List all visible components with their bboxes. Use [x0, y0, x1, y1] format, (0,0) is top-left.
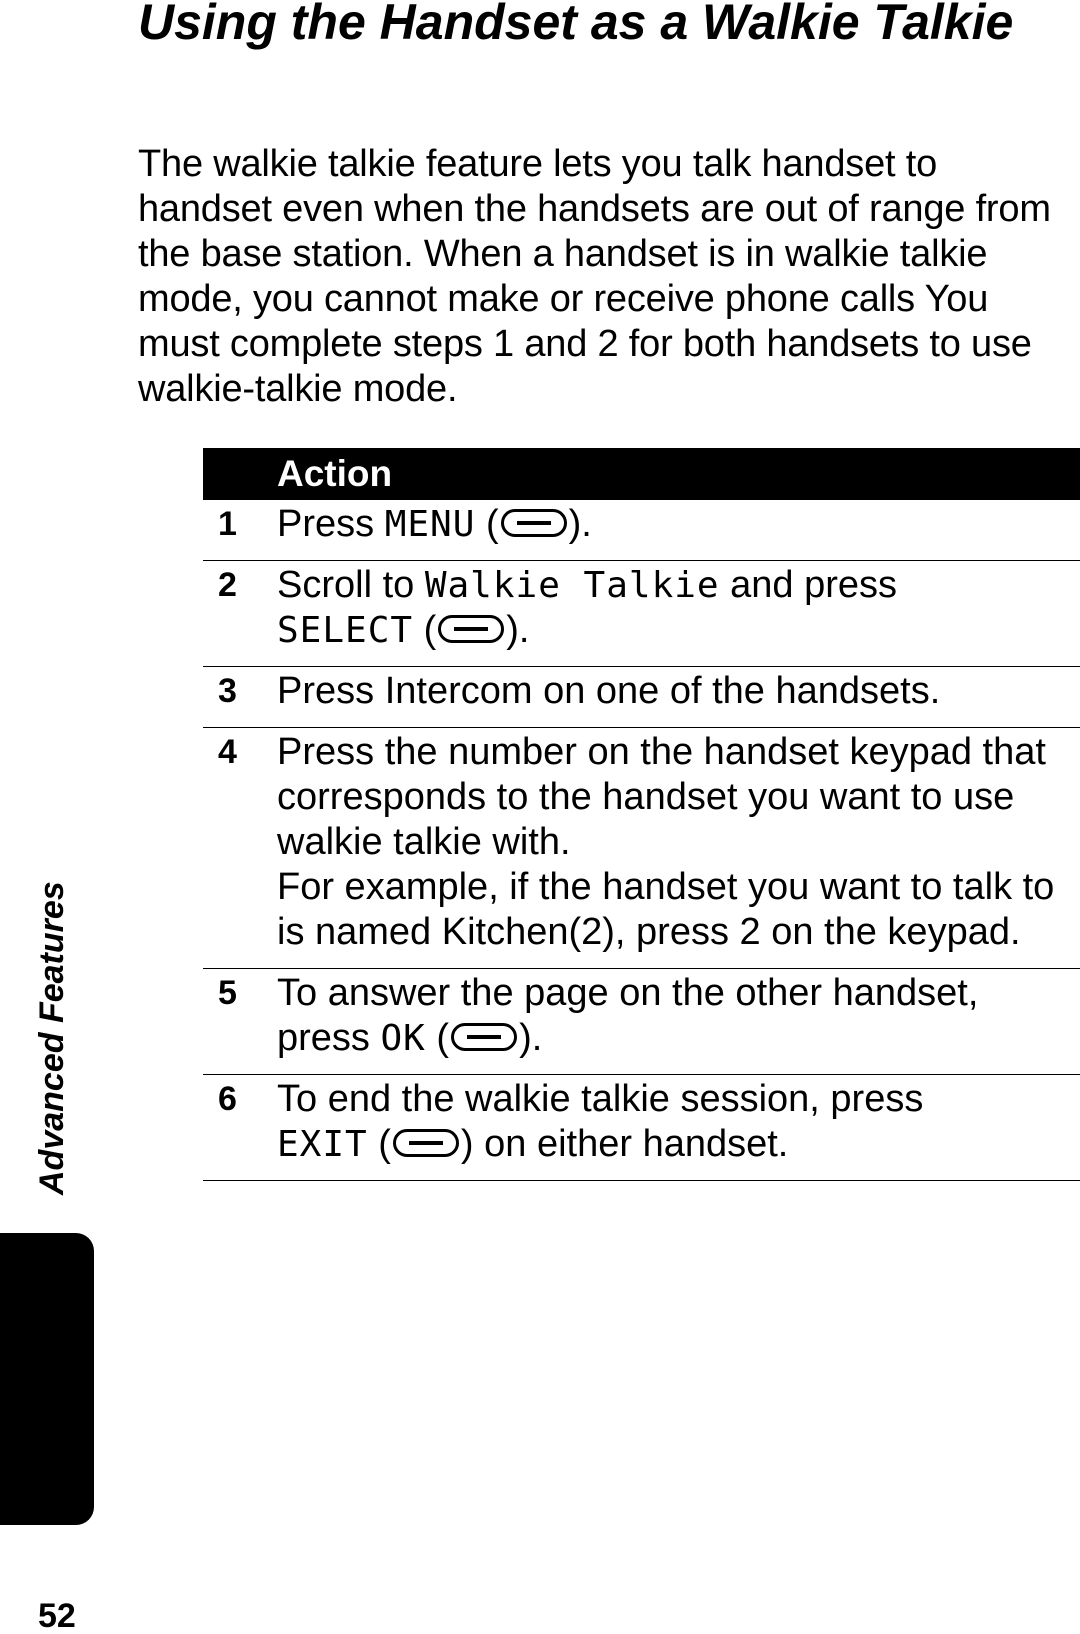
softkey-icon	[451, 1023, 517, 1051]
section-side-label: Advanced Features	[33, 881, 71, 1195]
step-text: ).	[519, 1017, 543, 1059]
step-action: Press Intercom on one of the handsets.	[277, 667, 1080, 728]
step-number: 2	[203, 561, 277, 667]
step-number-header	[203, 448, 277, 500]
step-text: Scroll to	[277, 564, 425, 606]
intro-paragraph: The walkie talkie feature lets you talk handset to handset even when the handsets are out of range from the base station. When a handset is in walkie talkie mode, you cannot make or receive phone calls You must complete steps 1 and 2 for both handsets to use walkie-talkie mode.	[138, 143, 1051, 410]
page-title: Using the Handset as a Walkie Talkie	[138, 0, 1014, 50]
softkey-icon	[438, 615, 504, 643]
step-text: Press the number on the handset keypad that corresponds to the handset you want to use walkie talkie with.	[277, 731, 1046, 863]
step-text: ) on either handset.	[460, 1123, 789, 1165]
step-number: 6	[203, 1075, 277, 1181]
step-text: and press	[719, 564, 898, 606]
step-text: ).	[568, 503, 592, 545]
step-action: Scroll to Walkie Talkie and press SELECT ( ).	[277, 561, 1080, 667]
lcd-label: OK	[380, 1018, 426, 1059]
step-action	[277, 728, 1080, 969]
step-note: For example, if the handset you want to talk to is named Kitchen(2), press 2 on the keypad.	[277, 866, 1055, 953]
table-row	[203, 1075, 1080, 1181]
step-number: 1	[203, 500, 277, 561]
softkey-icon	[393, 1129, 459, 1157]
page-number: 52	[38, 1597, 76, 1634]
step-number: 3	[203, 667, 277, 728]
lcd-label: MENU	[384, 504, 476, 545]
section-tab-marker	[0, 1233, 94, 1525]
step-number: 4	[203, 728, 277, 969]
table-row	[203, 667, 1080, 728]
steps-table	[203, 448, 1080, 1181]
step-action: Press MENU ( ).	[277, 500, 1080, 561]
step-text: ).	[506, 609, 530, 651]
table-row	[203, 500, 1080, 561]
table-row	[203, 561, 1080, 667]
table-row	[203, 728, 1080, 969]
lcd-label: EXIT	[277, 1124, 368, 1165]
step-number: 5	[203, 969, 277, 1075]
step-action: To end the walkie talkie session, press EXIT ( ) on either handset.	[277, 1075, 1080, 1181]
step-text: To answer the page on the other handset, press	[277, 972, 979, 1059]
action-header: Action	[277, 448, 1080, 500]
lcd-label: SELECT	[277, 610, 414, 651]
table-row	[203, 969, 1080, 1075]
step-action: To answer the page on the other handset, press OK ( ).	[277, 969, 1080, 1075]
lcd-menu-item: Walkie Talkie	[424, 565, 720, 606]
step-text: Press	[277, 503, 385, 545]
softkey-icon	[501, 509, 567, 537]
step-text: To end the walkie talkie session, press	[277, 1078, 924, 1120]
table-header-row	[203, 448, 1080, 500]
